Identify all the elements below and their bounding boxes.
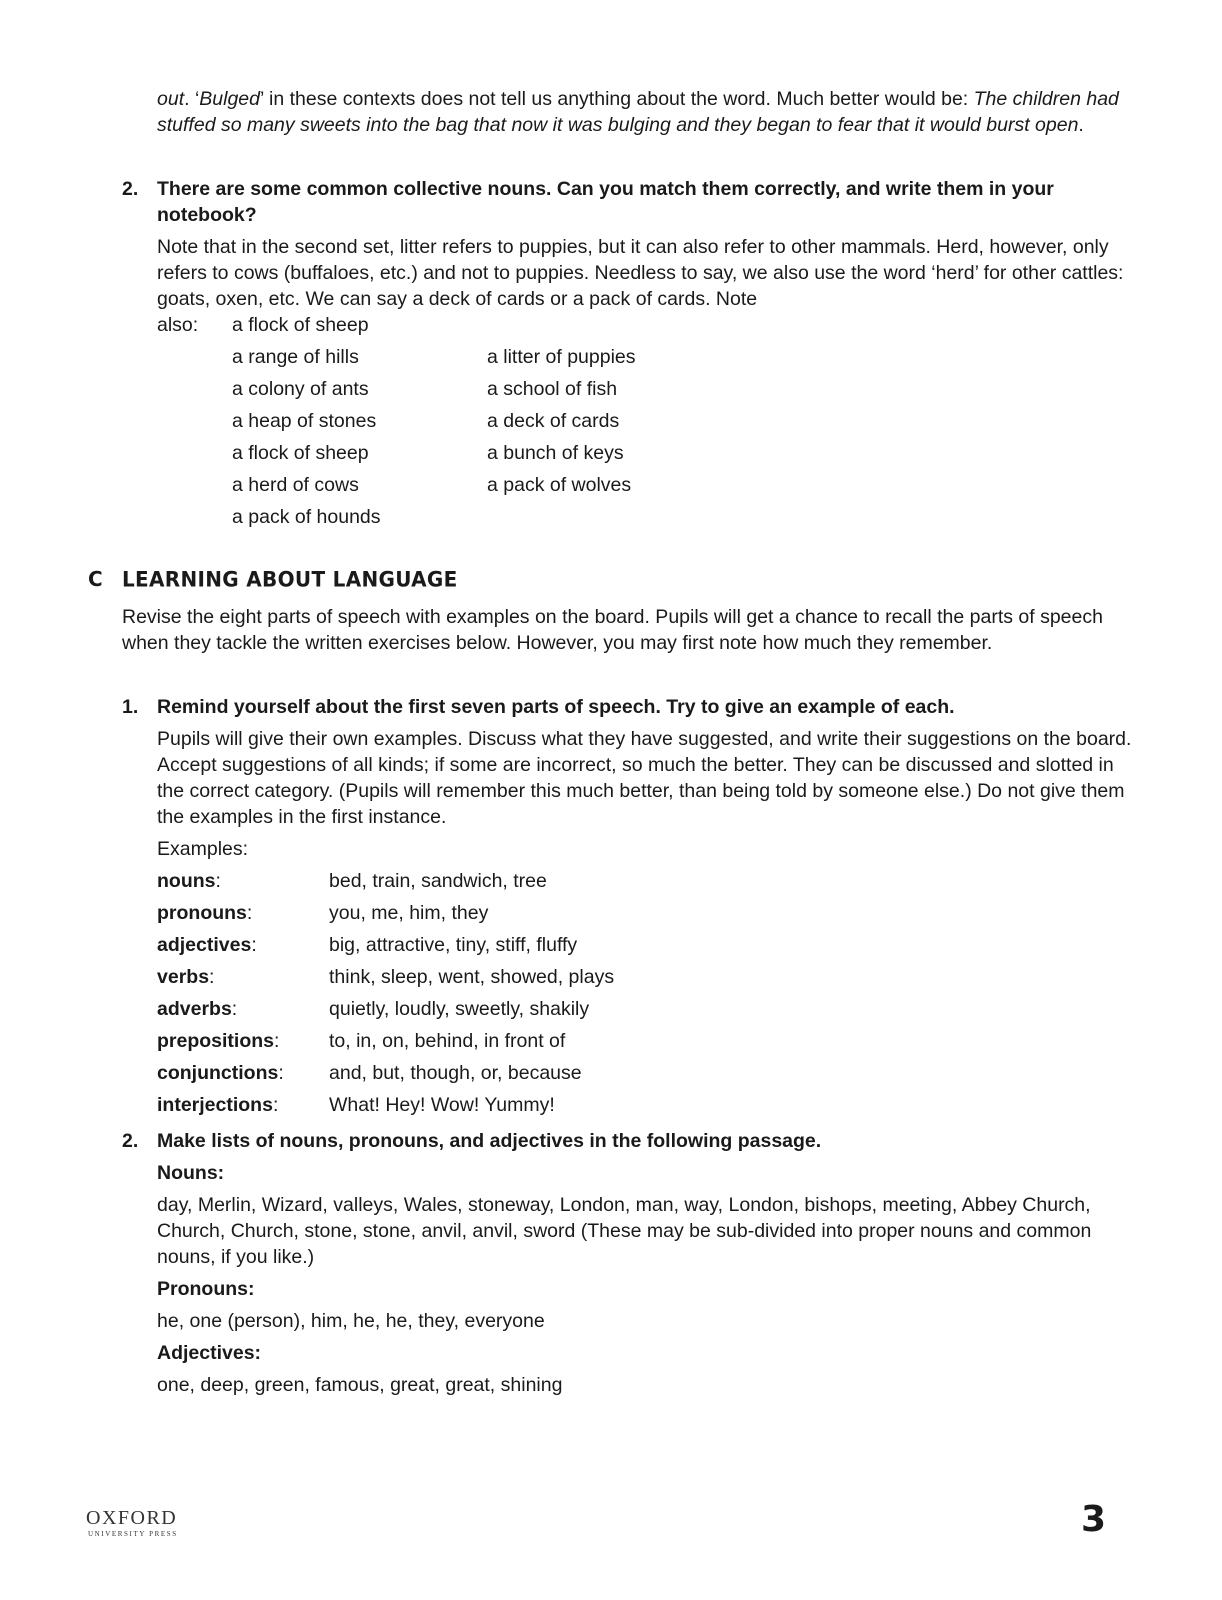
top-paragraph-text-1: . ‘	[184, 88, 200, 110]
right-column-item: a litter of puppies	[487, 346, 636, 368]
section-c-title: LEARNING ABOUT LANGUAGE	[122, 566, 458, 592]
example-values: and, but, though, or, because	[329, 1062, 582, 1084]
left-column-item: a colony of ants	[232, 378, 369, 400]
left-column-item: a flock of sheep	[232, 442, 369, 464]
example-values: big, attractive, tiny, stiff, fluffy	[329, 934, 578, 956]
oxford-logo: OXFORD	[86, 1507, 178, 1529]
example-values: to, in, on, behind, in front of	[329, 1030, 566, 1052]
adjectives-label: Adjectives:	[157, 1342, 262, 1364]
right-column-item: a school of fish	[487, 378, 618, 400]
question-c2-number: 2.	[122, 1130, 139, 1152]
top-paragraph-italic-1: out	[157, 88, 185, 110]
top-paragraph-italic-3: The children had stuffed so many sweets into the bag that now it was bulging and they began to fear that it would burst open	[157, 88, 1119, 136]
example-values: you, me, him, they	[329, 902, 489, 924]
adjectives-list: one, deep, green, famous, great, great, shining	[157, 1374, 563, 1396]
question-c1-number: 1.	[122, 696, 139, 718]
section-c-intro: Revise the eight parts of speech with examples on the board. Pupils will get a chance to recall the parts of speech when they tackle the written exercises below. However, you may first note how much they remember.	[122, 606, 1103, 654]
question-b2-text: There are some common collective nouns. Can you match them correctly, and write them in your notebook?	[157, 178, 1054, 226]
example-values: quietly, loudly, sweetly, shakily	[329, 998, 590, 1020]
pronouns-label: Pronouns:	[157, 1278, 255, 1300]
left-column-item: a herd of cows	[232, 474, 359, 496]
example-term: interjections:	[157, 1094, 279, 1116]
left-column-item: a range of hills	[232, 346, 359, 368]
question-c2-text: Make lists of nouns, pronouns, and adjectives in the following passage.	[157, 1130, 822, 1152]
page-number: 3	[1080, 1499, 1106, 1540]
example-term: adjectives:	[157, 934, 257, 956]
top-paragraph-italic-2: Bulged	[199, 88, 260, 110]
nouns-list: day, Merlin, Wizard, valleys, Wales, stoneway, London, man, way, London, bishops, meeting, Abbey Church, Church, Church, stone, stone, anvil, anvil, sword (These may be sub-divided into proper nouns and common nouns, if you like.)	[157, 1194, 1092, 1268]
top-paragraph	[157, 86, 1137, 138]
nouns-label: Nouns:	[157, 1162, 225, 1184]
top-paragraph-text-3: .	[1078, 114, 1084, 136]
examples-label: Examples:	[157, 838, 249, 860]
question-c1-body: Pupils will give their own examples. Discuss what they have suggested, and write their suggestions on the board. Accept suggestions of all kinds; if some are incorrect, so much the better. They can be discussed and slotted in the correct category. (Pupils will remember this much better, than being told by someone else.) Do not give them the examples in the first instance.	[157, 728, 1132, 828]
example-values: bed, train, sandwich, tree	[329, 870, 547, 892]
example-values: What! Hey! Wow! Yummy!	[329, 1094, 555, 1116]
oxford-logo-subtitle: UNIVERSITY PRESS	[88, 1530, 178, 1538]
example-term: adverbs:	[157, 998, 238, 1020]
right-column-item: a pack of wolves	[487, 474, 632, 496]
question-b2-note: Note that in the second set, litter refers to puppies, but it can also refer to other mammals. Herd, however, only refers to cows (buffaloes, etc.) and not to puppies. Needless to say, we also use the word ‘herd’ for other cattles: goats, oxen, etc. We can say a deck of cards or a pack of cards. Note	[157, 236, 1124, 310]
right-column-item: a deck of cards	[487, 410, 620, 432]
example-term: verbs:	[157, 966, 215, 988]
question-c1-text: Remind yourself about the first seven parts of speech. Try to give an example of each.	[157, 696, 955, 718]
question-b2-number: 2.	[122, 178, 139, 200]
pronouns-list: he, one (person), him, he, he, they, everyone	[157, 1310, 545, 1332]
section-c-letter: C	[88, 567, 103, 591]
example-term: pronouns:	[157, 902, 253, 924]
also-item: a flock of sheep	[232, 314, 369, 336]
top-paragraph-text-2: ’ in these contexts does not tell us anything about the word. Much better would be:	[260, 88, 974, 110]
example-term: prepositions:	[157, 1030, 280, 1052]
right-column-item: a bunch of keys	[487, 442, 624, 464]
example-term: nouns:	[157, 870, 221, 892]
example-values: think, sleep, went, showed, plays	[329, 966, 615, 988]
left-column-item: a pack of hounds	[232, 506, 381, 528]
left-column-item: a heap of stones	[232, 410, 377, 432]
also-label: also:	[157, 314, 199, 336]
example-term: conjunctions:	[157, 1062, 284, 1084]
